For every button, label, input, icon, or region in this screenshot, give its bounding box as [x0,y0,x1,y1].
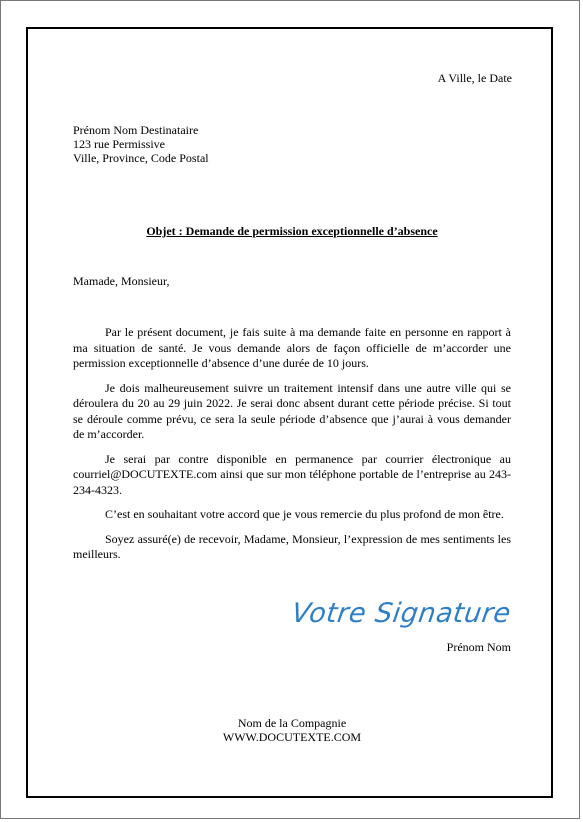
body-paragraph: Je dois malheureusement suivre un traitement intensif dans une autre ville qui se déroulera du 20 au 29 juin 2022. Je serai donc absent durant cette période précise. Si tout se déroule comme prévu, ce sera la seule période d’absence que j’aurai à vous demander de m’accorder. [73,380,511,441]
letter-body [73,325,511,572]
date-line: A Ville, le Date [437,71,512,85]
body-paragraph: Soyez assuré(e) de recevoir, Madame, Monsieur, l’expression de mes sentiments les meilleurs. [73,531,511,561]
recipient-street: 123 rue Permissive [73,137,165,151]
footer-website: WWW.DOCUTEXTE.COM [222,730,362,744]
recipient-city: Ville, Province, Code Postal [73,151,209,165]
footer [73,716,511,744]
signature: Votre Signature [290,598,514,629]
body-paragraph: Par le présent document, je fais suite à ma demande faite en personne en rapport à ma situation de santé. Je vous demande alors de façon officielle de m’accorder une permission exceptionnelle d’absence d’une durée de 10 jours. [73,325,511,370]
recipient-name: Prénom Nom Destinataire [73,123,199,137]
body-paragraph: C’est en souhaitant votre accord que je vous remercie du plus profond de mon être. [105,507,504,521]
subject-line: Objet : Demande de permission exceptionnelle d’absence [146,224,438,238]
footer-company: Nom de la Compagnie [237,716,347,730]
salutation: Mamade, Monsieur, [73,274,170,288]
signer-name: Prénom Nom [446,640,511,654]
recipient-address [73,123,209,165]
body-paragraph: Je serai par contre disponible en permanence par courrier électronique au courriel@DOCUTEXTE.com ainsi que sur mon téléphone portable de l’entreprise au 243-234-4323. [73,451,511,497]
